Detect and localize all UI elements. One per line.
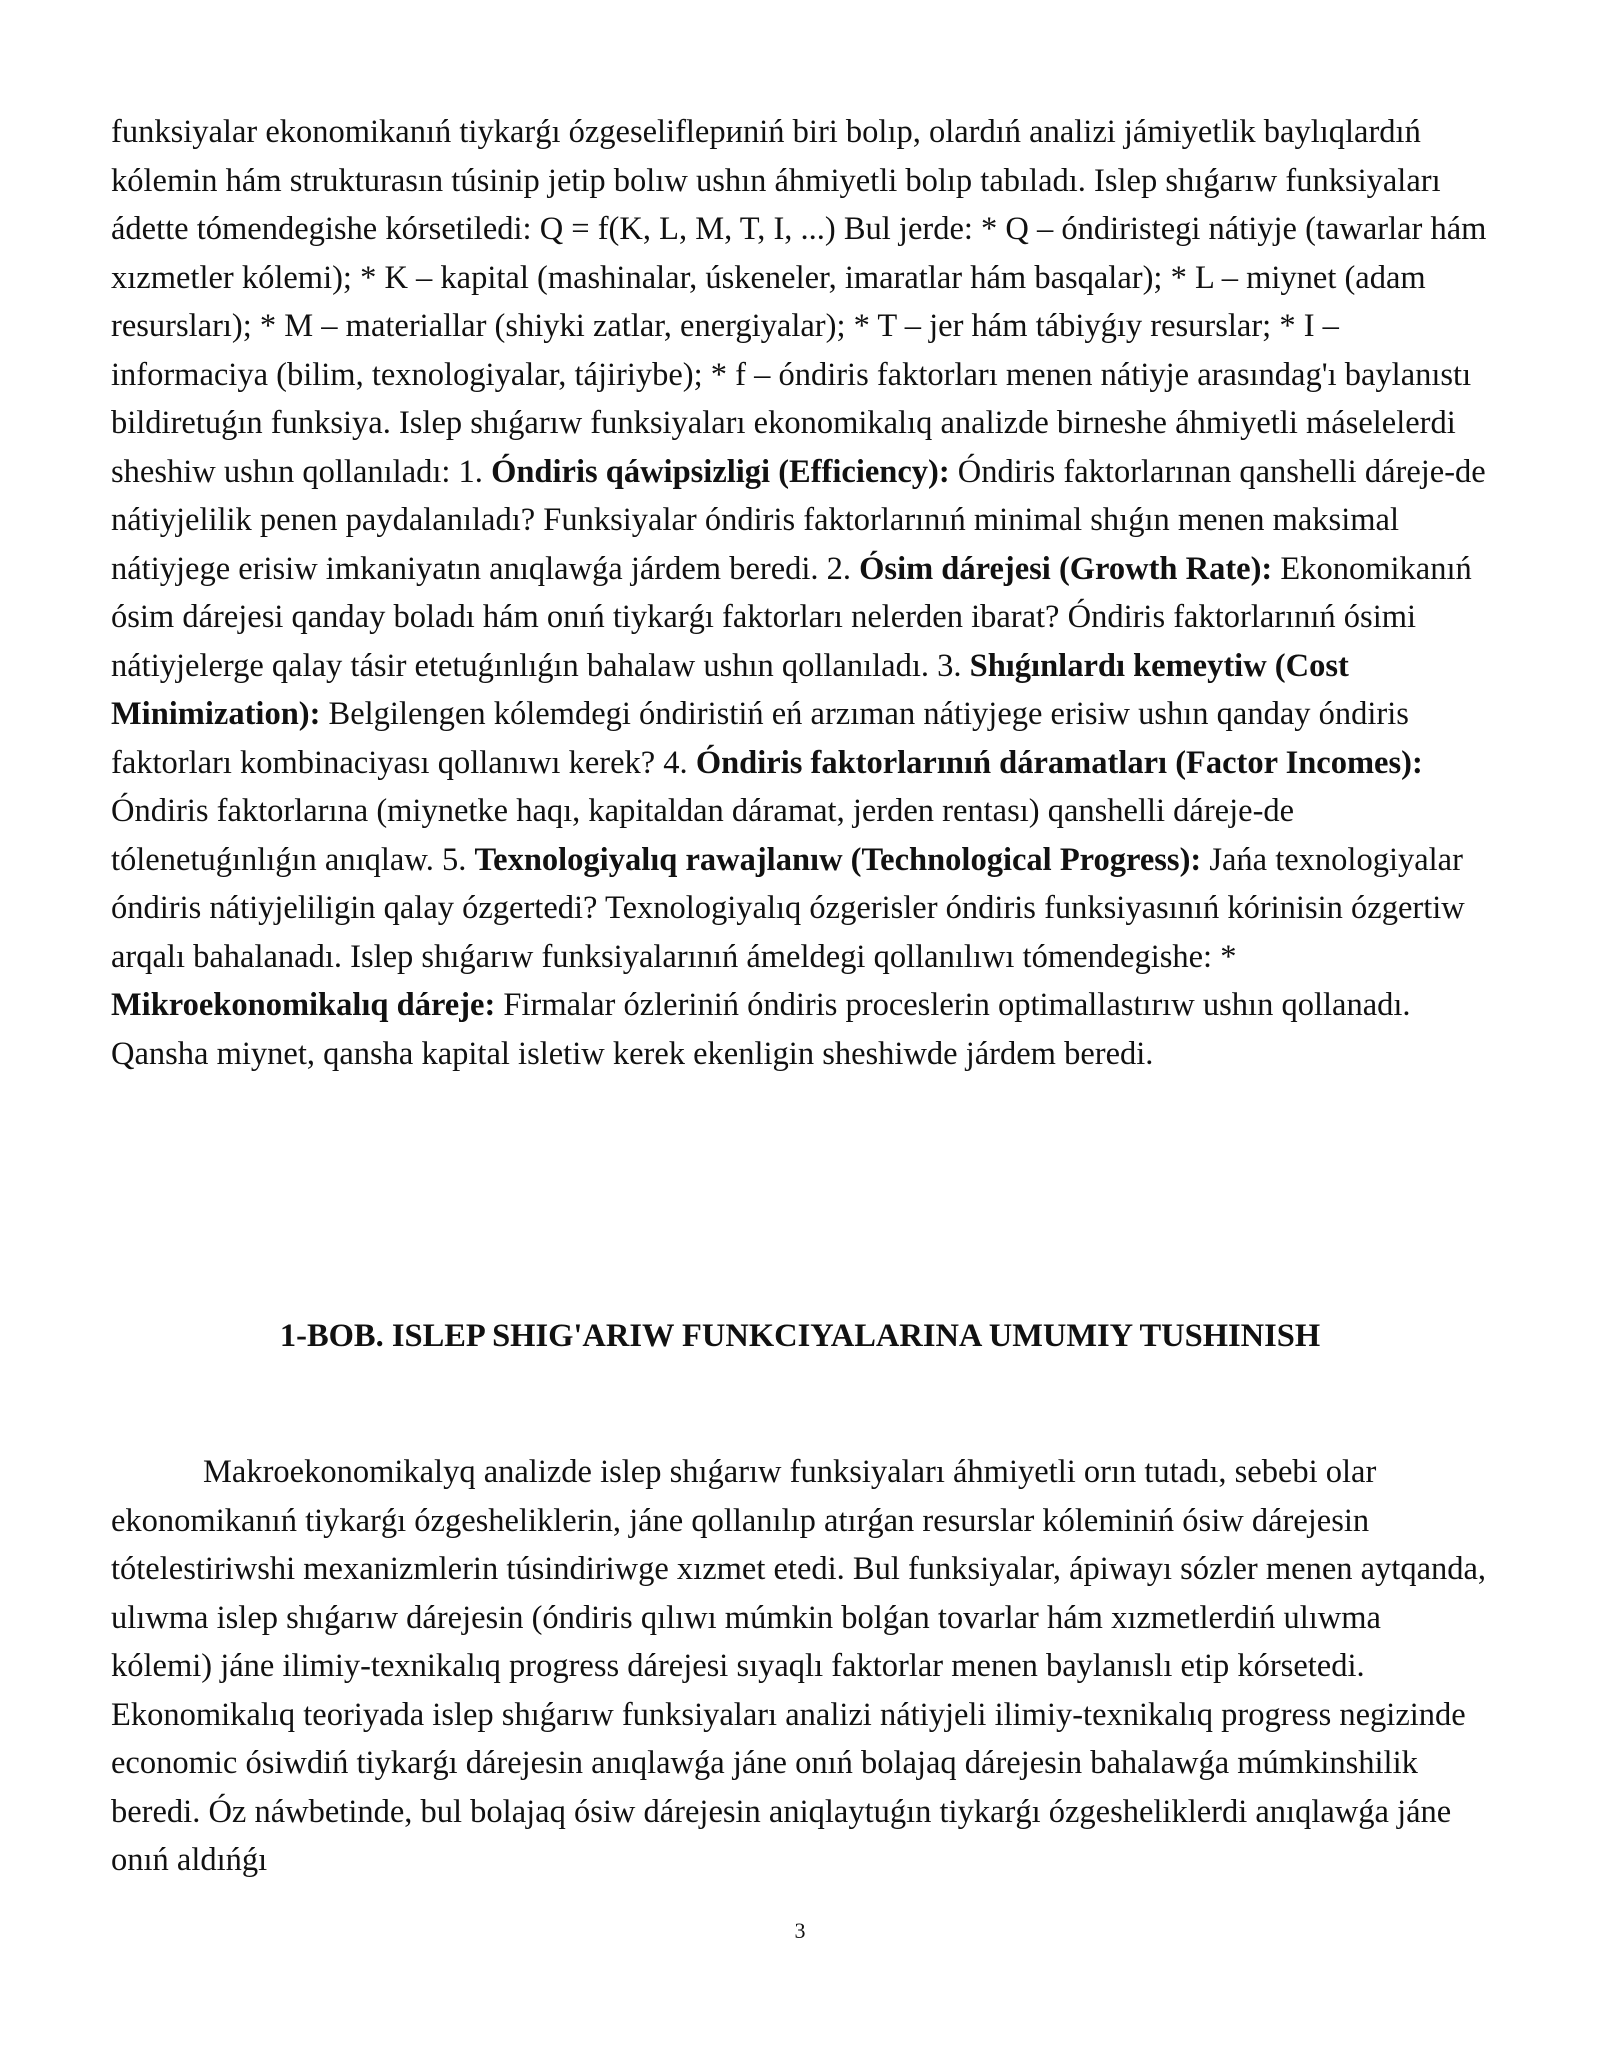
paragraph-text: Óndiris faktorlarına (miynetke haqı, kapitaldan dáramat, jerden rentası) qanshelli dáreje-de tólenetuǵınlıǵın anıqlaw. 5. xyxy=(111,793,1295,878)
body-paragraph: Makroekonomikalyq analizde islep shıǵarıw funksiyaları áhmiyetli orın tutadı, sebebi olar ekonomikanıń tiykarǵı ózgesheliklerin, jáne qollanılıp atırǵan resurslar kóleminiń ósiw dárejesin tótelestiriwshi mexanizmlerin túsindiriwge xızmet etedi. Bul funksiyalar, ápiwayı sózler menen aytqanda, ulıwma islep shıǵarıw dárejesin (óndiris qılıwı múmkin bolǵan tovarlar hám xızmetlerdiń ulıwma kólemi) jáne ilimiy-texnikalıq progress dárejesi sıyaqlı faktorlar menen baylanıslı etip kórsetedi. Ekonomikalıq teoriyada islep shıǵarıw funksiyaları analizi nátiyjeli ilimiy-texnikalıq progress negizinde economic ósiwdiń tiykarǵı dárejesin anıqlawǵa jáne onıń bolajaq dárejesin bahalawǵa múmkinshilik beredi. Óz náwbetinde, bul bolajaq ósiw dárejesin aniqlaytuǵın tiykarǵı ózgesheliklerdi anıqlawǵa jáne onıń aldıńǵı xyxy=(111,1454,1487,1878)
page-number: 3 xyxy=(794,1918,806,1943)
body-paragraph-continued xyxy=(111,108,1489,1078)
bold-term-efficiency: Óndiris qáwipsizligi (Efficiency): xyxy=(491,453,950,490)
paragraph-text: Óndiris faktorlarınan qanshelli dáreje-de nátiyjelilik penen paydalanıladı? Funksiyalar óndiris faktorlarınıń minimal shıǵın menen maksimal nátiyjege erisiw imkaniyatın anıqlawǵa járdem beredi. 2. xyxy=(111,453,1486,587)
chapter-heading: 1-BOB. ISLEP SHIG'ARIW FUNKCIYALARINA UMUMIY TUSHINISH xyxy=(279,1318,1321,1354)
bold-term-technological-progress: Texnologiyalıq rawajlanıw (Technological Progress): xyxy=(474,841,1202,878)
paragraph-text: Jańa texnologiyalar óndiris nátiyjeliligin qalay ózgertedi? Texnologiyalıq ózgerisler óndiris funksiyasınıń kórinisin ózgertiw arqalı bahalanadı. Islep shıǵarıw funksiyalarınıń ámeldegi qollanılıwı tómendegishe: * xyxy=(111,841,1465,975)
bold-term-growth-rate: Ósim dárejesi (Growth Rate): xyxy=(859,550,1273,587)
bold-term-factor-incomes: Óndiris faktorlarınıń dáramatları (Factor Incomes): xyxy=(695,744,1423,781)
paragraph-text: Firmalar ózleriniń óndiris proceslerin optimallastırıw ushın qollanadı. Qansha miynet, qansha kapital isletiw kerek ekenligin sheshiwde járdem beredi. xyxy=(111,987,1411,1072)
bold-term-cost-minimization: Shıǵınlardı kemeytiw (Cost Minimization): xyxy=(111,647,1349,732)
paragraph-text: Belgilengen kólemdegi óndiristiń eń arzıman nátiyjege erisiw ushın qanday óndiris faktorları kombinaciyası qollanıwı kerek? 4. xyxy=(111,696,1409,781)
paragraph-text: funksiyalar ekonomikanıń tiykarǵı ózgeseliflериniń biri bolıp, olardıń analizi jámiyetlik baylıqlardıń kólemin hám strukturasın túsinip jetip bolıw ushın áhmiyetli bolıp tabıladı. Islep shıǵarıw funksiyaları ádette tómendegishe kórsetiledi: Q = f(K, L, M, T, I, ...) Bul jerde: * Q – óndiristegi nátiyje (tawarlar hám xızmetler kólemi); * K – kapital (mashinalar, úskeneler, imaratlar hám basqalar); * L – miynet (adam resursları); * M – materiallar (shiyki zatlar, energiyalar); * T – jer hám tábiyǵıy resurslar; * I – informaciya (bilim, texnologiyalar, tájiriybe); * f – óndiris faktorları menen nátiyje arasındag'ı baylanıstı bildiretuǵın funksiya. Islep shıǵarıw funksiyaları ekonomikalıq analizde birneshe áhmiyetli máselelerdi sheshiw ushın qollanıladı: 1. xyxy=(111,114,1487,490)
bold-term-microeconomic-level: Mikroekonomikalıq dáreje: xyxy=(111,987,496,1023)
paragraph-text: Ekonomikanıń ósim dárejesi qanday boladı hám onıń tiykarǵı faktorları nelerden ibarat? Óndiris faktorlarınıń ósimi nátiyjelerge qalay tásir etetuǵınlıǵın bahalaw ushın qollanıladı. 3. xyxy=(111,550,1472,684)
